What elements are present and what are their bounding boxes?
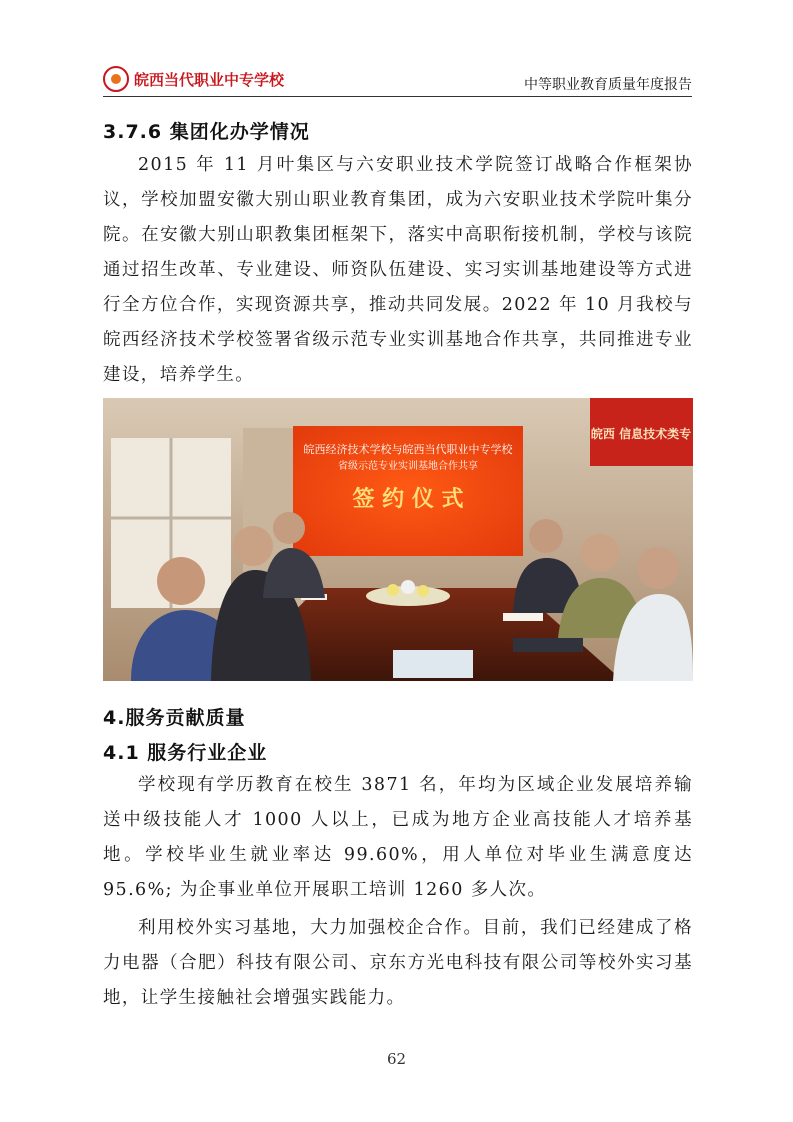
report-title: 中等职业教育质量年度报告 bbox=[524, 77, 692, 93]
wall-banner-text: 皖西 信息技术类专 bbox=[590, 427, 692, 441]
banner-line-1: 皖西经济技术学校与皖西当代职业中专学校 bbox=[303, 443, 513, 456]
page-header bbox=[103, 62, 692, 97]
school-name: 皖西当代职业中专学校 bbox=[134, 70, 285, 89]
section-paragraph-3-7-6: 2015 年 11 月叶集区与六安职业技术学院签订战略合作框架协议，学校加盟安徽大别山职业教育集团，成为六安职业技术学院叶集分院。在安徽大别山职教集团框架下，落实中高职衔接机制，学校与该院通过招生改革、专业建设、师资队伍建设、实习实训基地建设等方式进行全方位合作，实现资源共享，推动共同发展。2022 年 10 月我校与皖西经济技术学校签署省级示范专业实训基地合作共享，共同推进专业建设，培养学生。 bbox=[103, 155, 693, 385]
signing-ceremony-photo bbox=[103, 398, 693, 681]
school-logo bbox=[103, 66, 284, 92]
section-paragraph-4-1-a: 学校现有学历教育在校生 3871 名，年均为区域企业发展培养输送中级技能人才 1000 人以上，已成为地方企业高技能人才培养基地。学校毕业生就业率达 99.60%，用人单位对毕业生满意度达 95.6%; 为企事业单位开展职工培训 1260 多人次。 bbox=[103, 775, 693, 900]
school-seal-icon bbox=[103, 66, 129, 92]
section-heading-4-1: 4.1 服务行业企业 bbox=[103, 742, 268, 764]
section-paragraph-4-1-b: 利用校外实习基地，大力加强校企合作。目前，我们已经建成了格力电器（合肥）科技有限公司、京东方光电科技有限公司等校外实习基地，让学生接触社会增强实践能力。 bbox=[103, 918, 693, 1008]
section-heading-3-7-6: 3.7.6 集团化办学情况 bbox=[103, 121, 310, 143]
banner-title: 签 约 仪 式 bbox=[352, 487, 464, 512]
page-number: 62 bbox=[386, 1050, 407, 1068]
banner-line-2: 省级示范专业实训基地合作共享 bbox=[338, 461, 478, 472]
section-heading-4: 4.服务贡献质量 bbox=[103, 707, 246, 729]
photo-illustration bbox=[103, 398, 693, 681]
